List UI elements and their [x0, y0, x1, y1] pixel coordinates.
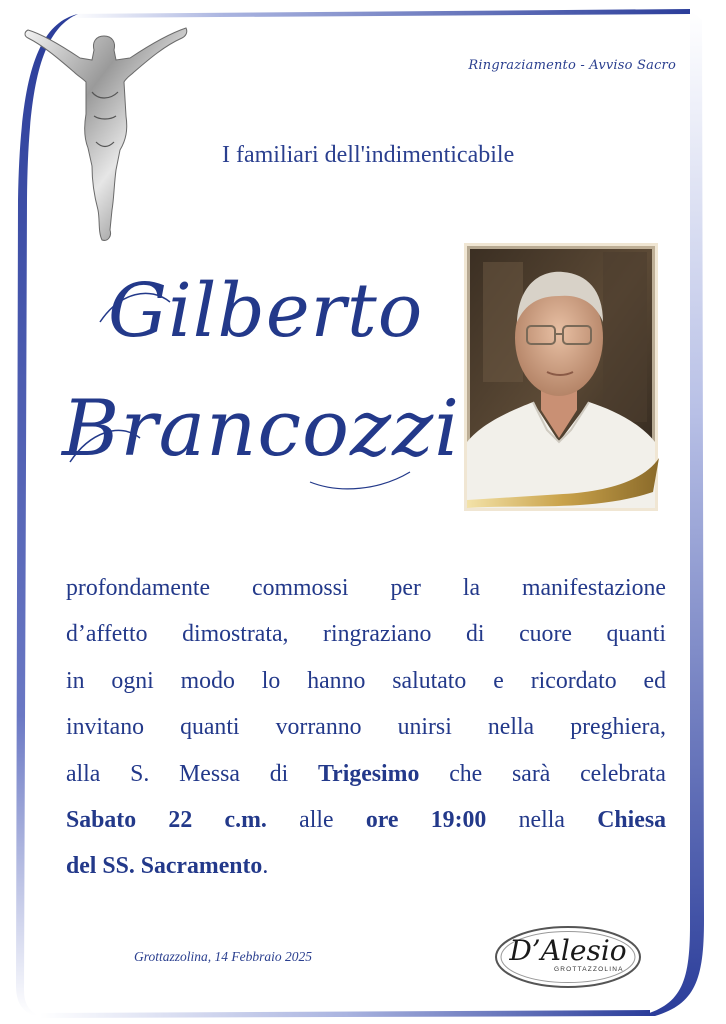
text-segment: alle: [266, 807, 366, 834]
place-date: Grottazzolina, 14 Febbraio 2025: [134, 949, 313, 964]
text-segment: .: [262, 853, 269, 880]
mass-time: ore 19:00: [365, 807, 487, 834]
message-body: [66, 565, 666, 890]
deceased-last-name: Brancozzi: [62, 384, 461, 474]
funeral-home-logo: [492, 924, 644, 990]
portrait-photo: [463, 242, 659, 517]
message-line: profondamente commossi per la manifestazione: [66, 575, 666, 601]
message-line: in ogni modo lo hanno salutato e ricordato ed: [66, 667, 666, 694]
message-line: [66, 797, 666, 843]
mass-date: Sabato 22 c.m.: [66, 807, 267, 834]
header-tag: Ringraziamento - Avviso Sacro: [468, 58, 676, 73]
intro-text: I familiari dell'indimenticabile: [222, 142, 515, 168]
trigesimo-text: Trigesimo: [318, 760, 420, 787]
text-segment: nella: [486, 807, 598, 834]
church-name: Chiesa: [597, 807, 666, 834]
message-line: invitano quanti vorranno unirsi nella preghiera,: [66, 714, 666, 741]
logo-subtitle: GROTTAZZOLINA: [554, 966, 624, 973]
message-line: d’affetto dimostrata, ringraziano di cuore quanti: [66, 621, 666, 648]
logo-name: D’Alesio: [509, 934, 627, 967]
message-line: [66, 843, 666, 889]
text-segment: che sarà celebrata: [419, 760, 666, 787]
church-name: del SS. Sacramento: [66, 853, 263, 880]
text-segment: alla S. Messa di: [66, 760, 319, 787]
message-line: [66, 751, 666, 797]
deceased-first-name: Gilberto: [108, 268, 424, 354]
crucifix-icon: [22, 20, 192, 248]
